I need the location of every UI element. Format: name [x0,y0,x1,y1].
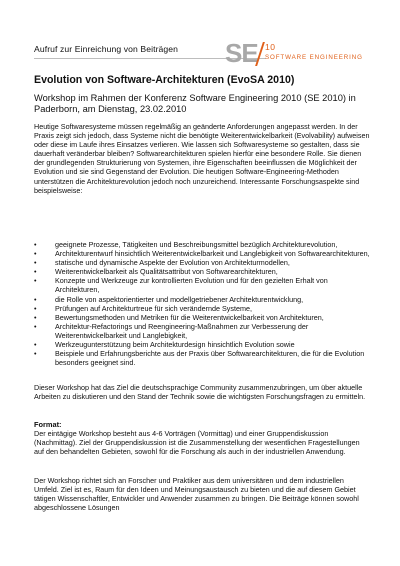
bullet-icon: • [34,249,37,259]
bullet-icon: • [34,321,37,331]
topic-text: die Rolle von aspektorientierter und modellgetriebener Architekturentwicklung, [55,294,304,304]
topic-text: Prüfungen auf Architekturtreue für sich verändernde Systeme, [55,303,252,313]
bullet-icon: • [34,258,37,268]
topic-list-item [34,322,370,340]
topic-text: geeignete Prozesse, Tätigkeiten und Beschreibungsmittel bezüglich Architekturevolution, [55,240,338,249]
call-for-papers-label: Aufruf zur Einreichung von Beiträgen [34,44,179,54]
topic-list-item [34,304,370,313]
intro-paragraph: Heutige Softwaresysteme müssen regelmäßig an geänderte Anforderungen angepasst werden. In der Praxis zeigt sich jedoch, dass Systeme nicht die benötigte Weiterentwickelbarkeit (Evolvability) aufweisen oder diese im Laufe ihres Einsatzes verlieren. Wie lassen sich Softwaresysteme so gestalten, dass sie dauerhaft veränderbar bleiben? Softwarearchitekturen spielen hierfür eine besondere Rolle. Sie dienen der grundlegenden Strukturierung von Systemen, ihre Eigenschaften beeinflussen die Möglichkeit der Evolution und sie sind Gegenstand der Evolution. Die heutigen Software-Engineering-Methoden unterstützen die Architekturevolution jedoch noch unzureichend. Interessante Forschungsaspekte sind beispielsweise: [34,122,370,195]
topic-list-item [34,249,370,258]
topic-list-item [34,240,370,249]
topic-text: Beispiele und Erfahrungsberichte aus der Praxis über Softwarearchitekturen, die für die Evolution besonders geeignet sind. [55,349,365,368]
topic-list-item [34,313,370,322]
topic-list-item [34,340,370,349]
audience-paragraph: Der Workshop richtet sich an Forscher und Praktiker aus dem universitären und dem industriellen Umfeld. Ziel ist es, Raum für den Ideen und Meinungsaustausch zu bieten und die auf diesem Gebiet tätigen Wissenschaftler, Entwickler und Anwender zusammen zu bringen. Die Beiträge können sowohl abgeschlossene Lösungen [34,476,359,513]
bullet-icon: • [34,303,37,313]
topic-list-item [34,258,370,267]
format-paragraph: Der eintägige Workshop besteht aus 4-6 Vorträgen (Vormittag) und einer Gruppendiskussion (Nachmittag). Ziel der Gruppendiskussion ist die Zusammenstellung der wesentlichen Fragestellungen auf den behandelten Gebieten, sowohl für die Forschung als auch in der industriellen Anwendung. [34,429,360,457]
topic-text: Werkzeugunterstützung beim Architekturdesign hinsichtlich Evolution sowie [55,340,295,350]
se-logo [225,38,370,69]
workshop-paragraph: Dieser Workshop hat das Ziel die deutschsprachige Community zusammenzubringen, um über aktuelle Arbeiten zu diskutieren und den Stand der Technik sowie die wichtigsten Forschungsfragen zu ermitteln. [34,383,366,402]
topic-text: Bewertungsmethoden und Metriken für die Weiterentwickelbarkeit von Architekturen, [55,312,324,322]
topic-list-item [34,349,370,367]
topic-list-item [34,295,370,304]
topic-text: Architekturentwurf hinsichtlich Weiterentwickelbarkeit und Langlebigkeit von Softwarearchitekturen, [55,249,370,259]
format-heading: Format: [34,420,62,429]
topic-list-item [34,267,370,276]
topic-text: Architektur-Refactorings und Reengineering-Maßnahmen zur Verbesserung der Weiterentwickelbarkeit und Langlebigkeit, [55,321,309,340]
document-subtitle: Workshop im Rahmen der Konferenz Software Engineering 2010 (SE 2010) in Paderborn, am Dienstag, 23.02.2010 [34,93,356,115]
logo-text: SOFTWARE ENGINEERING [265,54,363,61]
topic-text: statische und dynamische Aspekte der Evolution von Architekturmodellen, [55,258,290,268]
logo-number: 10 [265,42,276,52]
topic-list [34,240,370,367]
topic-list-item [34,276,370,294]
logo-letters: SE [225,38,258,68]
bullet-icon: • [34,276,37,286]
bullet-icon: • [34,349,37,359]
bullet-icon: • [34,240,37,249]
bullet-icon: • [34,267,37,277]
topic-text: Konzepte und Werkzeuge zur kontrollierten Evolution und für den gezielten Erhalt von Architekturen, [55,276,328,295]
bullet-icon: • [34,340,37,350]
header [34,38,370,71]
bullet-icon: • [34,294,37,304]
document-title: Evolution von Software-Architekturen (EvoSA 2010) [34,74,295,86]
bullet-icon: • [34,312,37,322]
topic-text: Weiterentwickelbarkeit als Qualitätsattribut von Softwarearchitekturen, [55,267,278,277]
